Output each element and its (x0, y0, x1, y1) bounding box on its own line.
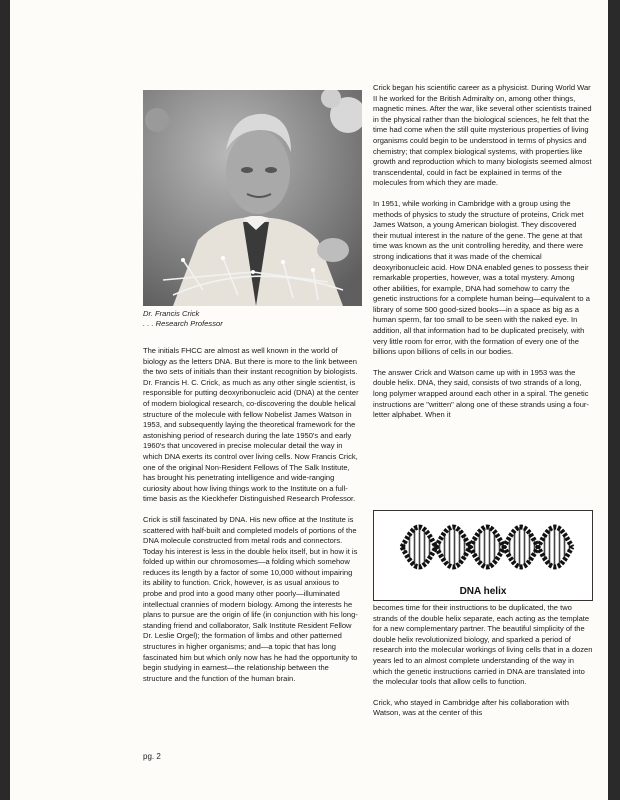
right-paragraph-4: becomes time for their instructions to be duplicated, the two strands of the double helix separate, each acting as the template for a new complementary partner. The beautiful simplicity of the double helix revolutionized biology, and sparked a period of research into the molecular workings of living cells that in a dozen years led to an almost complete understanding of the way in which the genetic instructions carried in DNA are translated into the molecular tools that allow cells to function. (373, 603, 593, 687)
dna-helix-label: DNA helix (459, 586, 507, 597)
left-paragraph-2: Crick is still fascinated by DNA. His new office at the Institute is scattered with half-built and completed models of portions of the DNA molecule constructed from metal rods and connectors. Today his interest is less in the double helix itself, but in how it is folded up within our chromosomes—a folding which somehow reduces its length by a factor of some 10,000 without impairing its ability to function. Crick, however, is as usual anxious to probe and prod into a good many other poorly—illuminated intellectual crannies of modern biology. Among the interests he plans to pursue are the origin of life (in conjunction with his long-standing friend and collaborator, Salk Institute Resident Fellow Dr. Leslie Orgel); the formation of limbs and other patterned structures in higher organisms; and—a topic that has long fascinated him but which only now has he had the opportunity to begin studying in earnest—the relationship between the structure and the function of the human brain. (143, 514, 358, 683)
right-paragraph-1: Crick began his scientific career as a physicist. During World War II he worked for the British Admiralty on, among other things, magnetic mines. After the war, like several other scientists trained in the physical rather than the biological sciences, he felt that the time had come when the still quite mysterious properties of living organisms could begin to be understood in terms of physics and chemistry; that complex biological systems, with properties like growth and reproduction which to many biologists seemed almost transcendental, could in fact be explained in terms of the molecules from which they are made. (373, 83, 592, 188)
right-column-bottom (373, 603, 593, 719)
right-column-top (373, 83, 593, 421)
left-column (143, 346, 359, 684)
right-paragraph-3: The answer Crick and Watson came up with in 1953 was the double helix. DNA, they said, consists of two strands of a long, long polymer wrapped around each other in a spiral. The genetic instructions are "written" along one of these strands using a four-letter alphabet. When it (373, 367, 589, 420)
page-number: pg. 2 (143, 752, 161, 761)
caption-title: . . . Research Professor (143, 319, 223, 328)
right-paragraph-5: Crick, who stayed in Cambridge after his collaboration with Watson, was at the center of this (373, 697, 569, 718)
caption-name: Dr. Francis Crick (143, 309, 200, 318)
dna-helix-figure (373, 510, 593, 601)
dna-helix-icon (374, 511, 592, 583)
document-page (10, 0, 608, 800)
crick-portrait-image (143, 90, 362, 306)
right-paragraph-2: In 1951, while working in Cambridge with a group using the methods of physics to study the structure of proteins, Crick met James Watson, a young American biologist. They discovered their mutual interest in the nature of the gene. The gene at that time was known as the unit controlling heredity, and there were strong indications that it was made of the chemical deoxyribonucleic acid. How DNA enabled genes to possess their remarkable properties, however, was a total mystery. Among other abilities, for example, DNA had somehow to carry the genetic instructions for a complete human being—equivalent to a library of some 500 good-sized books—in a space as big as a human sperm, far too small to be seen with the naked eye. In addition, all that information had to be duplicated precisely, with very little room for error, with the formation of every one of the billions upon billions of cells in our bodies. (373, 198, 590, 357)
left-paragraph-1: The initials FHCC are almost as well known in the world of biology as the letters DNA. But there is more to the link between the two sets of initials than their instant recognition by biologists. Dr. Francis H. C. Crick, as much as any other single scientist, is responsible for putting deoxyribonucleic acid (DNA) at the center of modern biological research, co-discovering the double helical structure of the molecule with fellow Nobelist James Watson in 1953, and subsequently laying the theoretical framework for the astonishing period of research during the late 1950's and early 1960's that uncovered in precise molecular detail the way in which DNA exerts its control over living cells. Now Francis Crick, one of the original Non-Resident Fellows of The Salk Institute, has brought his penetrating intelligence and wide-ranging curiosity about how living things work to the Institute on a full-time basis as the Kieckhefer Distinguished Research Professor. (143, 346, 359, 504)
crick-photo (143, 90, 362, 306)
photo-caption (143, 309, 223, 329)
